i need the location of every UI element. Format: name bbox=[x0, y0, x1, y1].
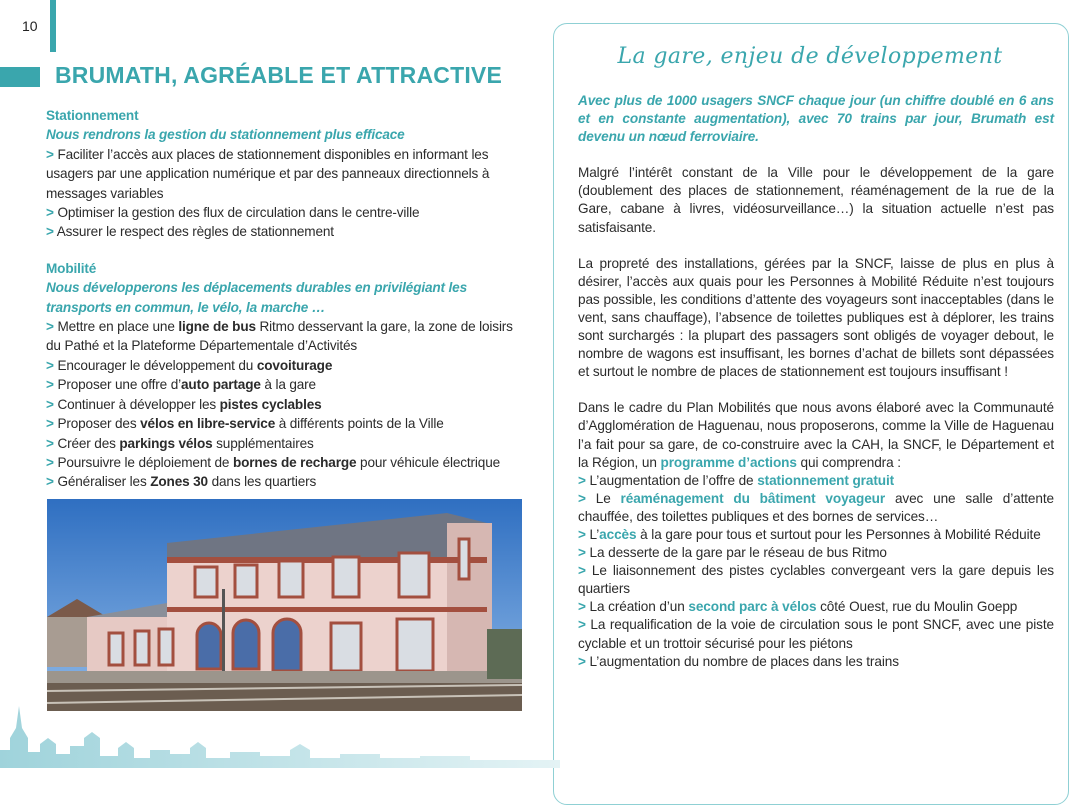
item-highlight: parkings vélos bbox=[119, 435, 213, 451]
chevron-icon: > bbox=[46, 205, 54, 221]
chevron-icon: > bbox=[46, 319, 54, 335]
item-text: supplémentaires bbox=[212, 435, 314, 451]
item-text: Continuer à développer les bbox=[57, 396, 220, 412]
item-text: Le liaisonnement des pistes cyclables convergeant vers la gare depuis les quartiers bbox=[578, 563, 1054, 597]
chevron-icon: > bbox=[46, 435, 54, 451]
chevron-icon: > bbox=[578, 617, 586, 633]
list-item: > Optimiser la gestion des flux de circulation dans le centre-ville bbox=[46, 205, 420, 221]
list-item bbox=[578, 544, 1054, 562]
list-item bbox=[46, 414, 526, 433]
item-highlight: covoiturage bbox=[256, 357, 333, 373]
item-text: Généraliser les bbox=[57, 474, 151, 490]
section-lead-stationnement: Nous rendrons la gestion du stationnement plus efficace bbox=[46, 127, 405, 143]
item-text: pour véhicule électrique bbox=[356, 454, 501, 470]
chevron-icon: > bbox=[578, 545, 586, 561]
page-number: 10 bbox=[22, 18, 38, 34]
list-item: > Faciliter l’accès aux places de stationnement disponibles en informant les usagers par une application numérique et par des panneaux directionnels à messages variables bbox=[46, 146, 490, 201]
list-item bbox=[46, 395, 526, 414]
right-column bbox=[578, 92, 1054, 671]
gare-list bbox=[578, 472, 1054, 671]
item-text: à différents points de la Ville bbox=[275, 416, 444, 432]
chevron-icon: > bbox=[46, 474, 54, 490]
item-text: à la gare pour tous et surtout pour les Personnes à Mobilité Réduite bbox=[636, 526, 1041, 542]
gare-paragraph-1: Malgré l’intérêt constant de la Ville pour le développement de la gare (doublement des places de stationnement, réaménagement de la rue de la Gare, cabane à livres, vidéosurveillance…) la situation actuelle n’est pas satisfaisante. bbox=[578, 165, 1054, 235]
gare-paragraph-3: Dans le cadre du Plan Mobilités que nous avons élaboré avec la Communauté d’Agglomération de Haguenau, nous proposerons, comme la Ville de Haguenau l’a fait pour sa gare, de co-construire avec la CAH, la SNCF, le Département et la Région, un programme d’actions qui comprendra : bbox=[578, 400, 1054, 470]
item-highlight: réaménagement du bâtiment voyageur bbox=[620, 490, 886, 506]
left-column bbox=[46, 106, 526, 492]
section-title-mobilite: Mobilité bbox=[46, 260, 97, 276]
list-item bbox=[578, 490, 1054, 526]
header-accent-line bbox=[50, 0, 56, 52]
item-highlight: bornes de recharge bbox=[232, 454, 357, 470]
item-highlight: vélos en libre-service bbox=[140, 416, 276, 432]
item-highlight: ligne de bus bbox=[178, 319, 256, 335]
item-text: côté Ouest, rue du Moulin Goepp bbox=[816, 599, 1018, 615]
item-text: La desserte de la gare par le réseau de bus Ritmo bbox=[589, 545, 887, 561]
item-text: dans les quartiers bbox=[207, 474, 317, 490]
gare-title: La gare, enjeu de développement bbox=[617, 44, 1003, 69]
item-text: à la gare bbox=[260, 377, 316, 393]
list-item bbox=[46, 375, 526, 394]
item-text: Le bbox=[595, 490, 621, 506]
item-text: L’augmentation du nombre de places dans les trains bbox=[589, 653, 899, 669]
chevron-icon: > bbox=[578, 599, 586, 615]
chevron-icon: > bbox=[46, 357, 54, 373]
chevron-icon: > bbox=[578, 526, 586, 542]
item-highlight: auto partage bbox=[181, 377, 261, 393]
page-heading: BRUMATH, AGRÉABLE ET ATTRACTIVE bbox=[55, 62, 503, 88]
item-highlight: Zones 30 bbox=[150, 474, 208, 490]
item-text: La création d’un bbox=[589, 599, 689, 615]
item-highlight: accès bbox=[599, 526, 637, 542]
item-text: Poursuivre le déploiement de bbox=[57, 454, 233, 470]
item-highlight: pistes cyclables bbox=[219, 396, 322, 412]
mobilite-list bbox=[46, 317, 526, 492]
item-text: Proposer une offre d’ bbox=[57, 377, 181, 393]
chevron-icon: > bbox=[578, 472, 586, 488]
list-item bbox=[46, 434, 526, 453]
item-text: L’ bbox=[589, 526, 600, 542]
list-item bbox=[578, 526, 1054, 544]
item-text: Ritmo desservant la gare, la zone de loisirs du Pathé et la Plateforme Départementale d’Activités bbox=[46, 319, 513, 354]
gare-paragraph-2: La propreté des installations, gérées par la SNCF, laisse de plus en plus à désirer, l’accès aux quais pour les Personnes à Mobilité Réduite n’est toujours pas possible, les conditions d’attente des voyageurs sont inacceptables (dans le vent, sans chauffage), l’absence de toilettes publiques est à déplorer, les trains sont surchargés : la plupart des passagers sont obligés de voyager debout, le nombre de wagons est insuffisant, les bornes d’achat de billets sont dépassées et surtout le nombre de places de stationnement est toujours insuffisant ! bbox=[578, 255, 1054, 380]
item-text: La requalification de la voie de circulation sous le pont SNCF, avec une piste cyclable et un trottoir sécurisé pour les piétons bbox=[578, 617, 1054, 651]
item-highlight: second parc à vélos bbox=[688, 599, 817, 615]
town-skyline-decoration bbox=[0, 698, 560, 768]
gare-lead: Avec plus de 1000 usagers SNCF chaque jour (un chiffre doublé en 6 ans et en constante augmentation), avec 70 trains par jour, Brumath est devenu un nœud ferroviaire. bbox=[578, 93, 1054, 145]
section-title-stationnement: Stationnement bbox=[46, 108, 139, 123]
chevron-icon: > bbox=[46, 224, 54, 240]
list-item bbox=[46, 453, 526, 472]
chevron-icon: > bbox=[46, 396, 54, 412]
list-item bbox=[46, 356, 526, 375]
item-text: Encourager le développement du bbox=[57, 357, 257, 373]
heading-accent-bar bbox=[0, 67, 40, 87]
chevron-icon: > bbox=[46, 146, 54, 162]
list-item bbox=[578, 653, 1054, 671]
item-text: Mettre en place une bbox=[57, 319, 179, 335]
list-item bbox=[578, 616, 1054, 652]
list-item bbox=[46, 472, 526, 491]
chevron-icon: > bbox=[46, 416, 54, 432]
train-station-photo bbox=[47, 499, 522, 711]
chevron-icon: > bbox=[578, 563, 586, 579]
chevron-icon: > bbox=[578, 653, 586, 669]
chevron-icon: > bbox=[46, 377, 54, 393]
item-text: avec une salle d’attente chauffée, des toilettes publiques et des bornes de services… bbox=[578, 490, 1054, 524]
list-item bbox=[578, 472, 1054, 490]
item-text: L’augmentation de l’offre de bbox=[589, 472, 758, 488]
section-lead-mobilite: Nous développerons les déplacements durables en privilégiant les transports en commun, le vélo, la marche … bbox=[46, 280, 468, 315]
item-text: Créer des bbox=[57, 435, 120, 451]
chevron-icon: > bbox=[46, 454, 54, 470]
list-item: > Assurer le respect des règles de stationnement bbox=[46, 224, 334, 240]
list-item bbox=[578, 562, 1054, 598]
list-item bbox=[46, 317, 526, 356]
chevron-icon: > bbox=[578, 490, 586, 506]
item-highlight: stationnement gratuit bbox=[757, 472, 895, 488]
list-item bbox=[578, 598, 1054, 616]
item-text: Proposer des bbox=[57, 416, 141, 432]
